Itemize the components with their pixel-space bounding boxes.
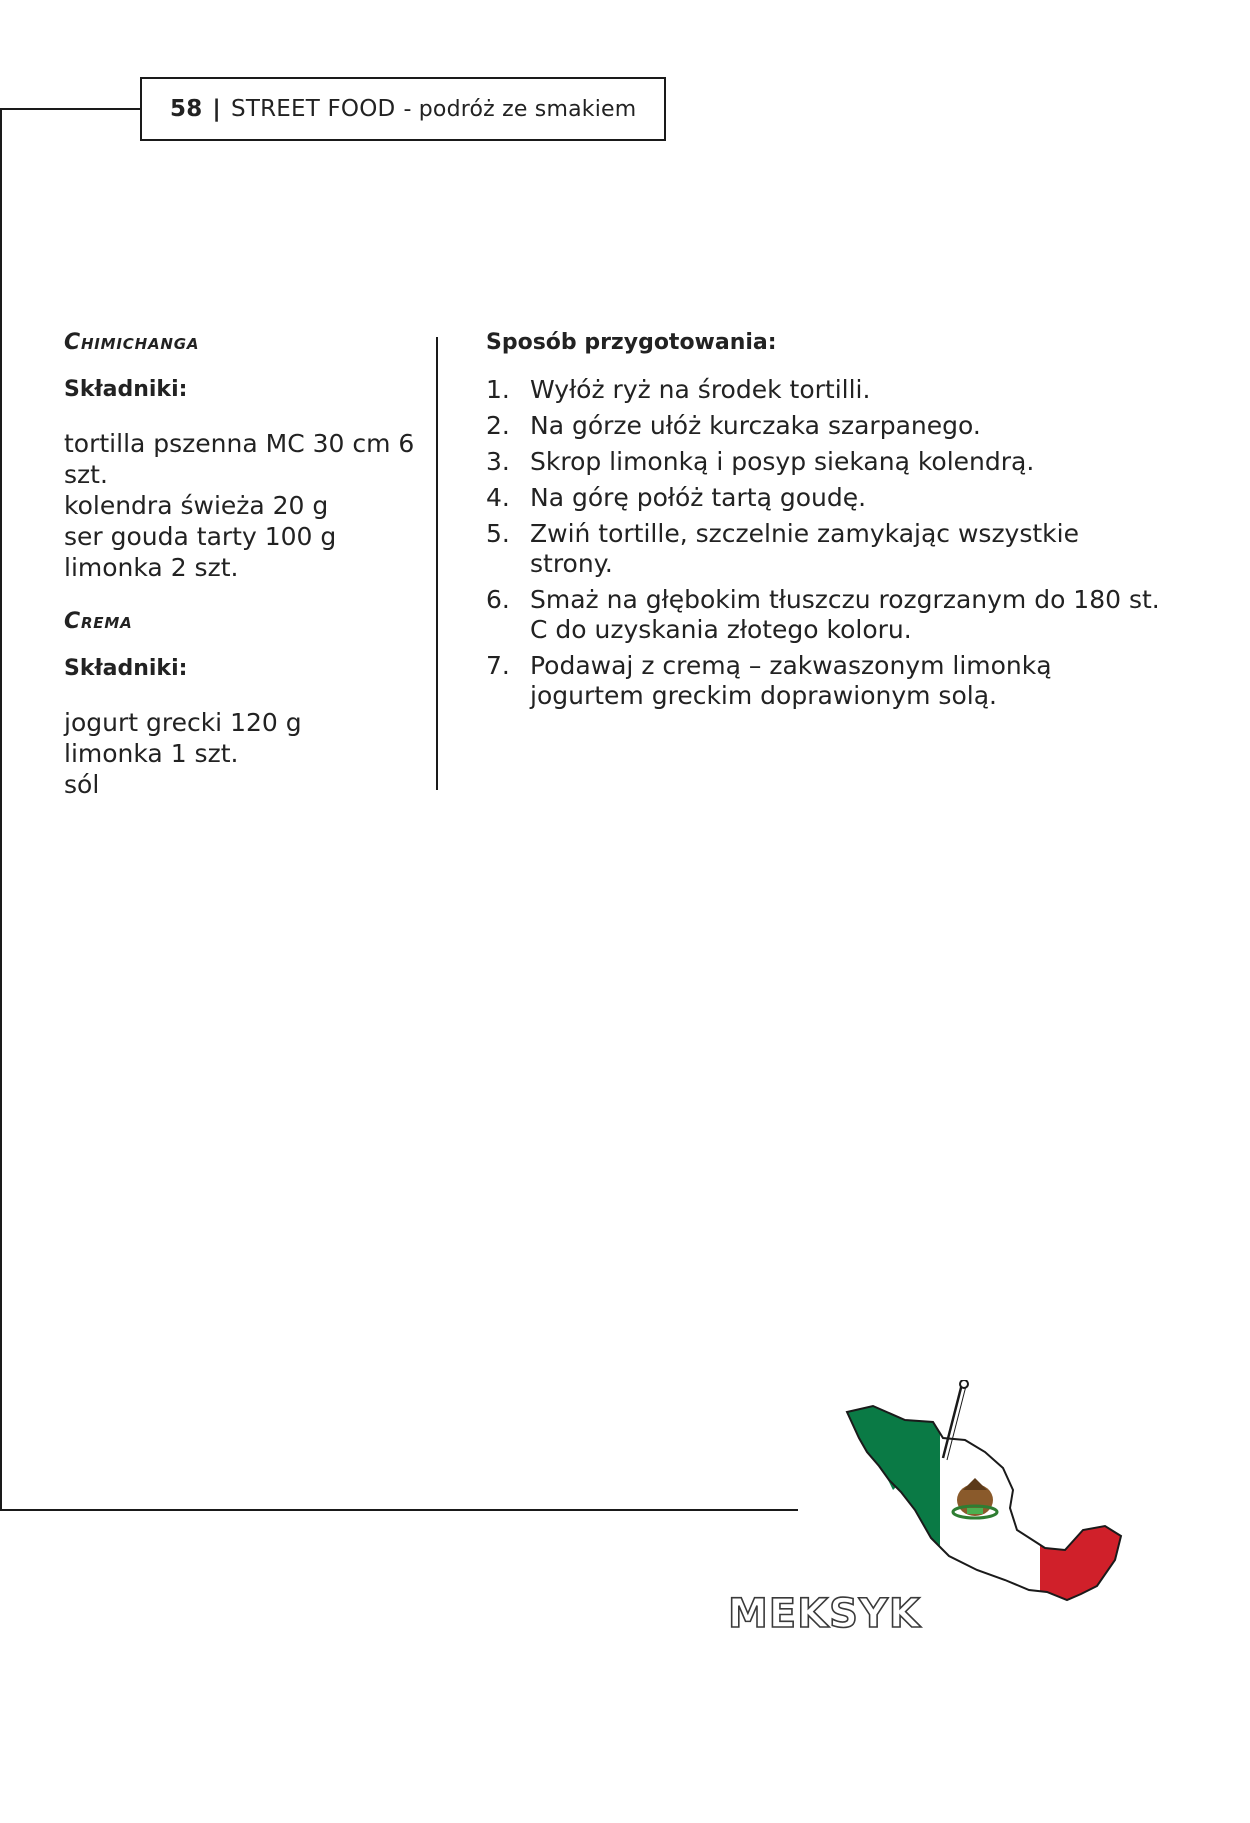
frame-bottom-line bbox=[0, 1509, 798, 1511]
preparation-steps bbox=[486, 375, 1166, 711]
chimichanga-ingredient-list bbox=[64, 428, 424, 583]
step-text: Skrop limonką i posyp siekaną kolendrą. bbox=[530, 447, 1035, 476]
step-item bbox=[486, 447, 1166, 477]
frame-top-line bbox=[0, 108, 141, 110]
step-text: Podawaj z cremą – zakwaszonym limonką jogurtem greckim doprawionym solą. bbox=[530, 651, 1052, 710]
step-item bbox=[486, 585, 1166, 645]
step-item bbox=[486, 519, 1166, 579]
ingredient-item: sól bbox=[64, 770, 100, 799]
step-text: Na górze ułóż kurczaka szarpanego. bbox=[530, 411, 981, 440]
frame-left-line bbox=[0, 108, 2, 1511]
header-separator: | bbox=[212, 96, 222, 122]
ingredient-item: limonka 2 szt. bbox=[64, 553, 239, 582]
ingredient-item: kolendra świeża 20 g bbox=[64, 491, 329, 520]
preparation-column bbox=[486, 330, 1166, 717]
step-number: 5. bbox=[486, 519, 510, 548]
chimichanga-ingredients-label: Składniki: bbox=[64, 377, 188, 402]
recipe-title-crema: Crema bbox=[64, 609, 133, 634]
step-number: 7. bbox=[486, 651, 510, 680]
ingredients-column bbox=[64, 330, 424, 800]
mexico-map-illustration bbox=[845, 1380, 1135, 1620]
recipe-title-chimichanga: Chimichanga bbox=[64, 330, 200, 355]
crema-ingredient-list bbox=[64, 707, 424, 800]
step-item bbox=[486, 651, 1166, 711]
ingredient-item: tortilla pszenna MC 30 cm 6 szt. bbox=[64, 429, 415, 489]
step-text: Zwiń tortille, szczelnie zamykając wszystkie strony. bbox=[530, 519, 1079, 578]
page-header bbox=[140, 77, 666, 141]
step-text: Na górę połóż tartą goudę. bbox=[530, 483, 867, 512]
column-divider bbox=[436, 337, 438, 790]
step-number: 6. bbox=[486, 585, 510, 614]
step-number: 2. bbox=[486, 411, 510, 440]
step-item bbox=[486, 375, 1166, 405]
preparation-label: Sposób przygotowania: bbox=[486, 330, 777, 355]
step-item bbox=[486, 483, 1166, 513]
page-number: 58 bbox=[170, 96, 203, 122]
step-item bbox=[486, 411, 1166, 441]
crema-ingredients-label: Składniki: bbox=[64, 656, 188, 681]
step-number: 3. bbox=[486, 447, 510, 476]
country-label: MEKSYK bbox=[728, 1591, 921, 1637]
step-number: 4. bbox=[486, 483, 510, 512]
ingredient-item: jogurt grecki 120 g bbox=[64, 708, 302, 737]
ingredient-item: ser gouda tarty 100 g bbox=[64, 522, 337, 551]
step-number: 1. bbox=[486, 375, 510, 404]
ingredient-item: limonka 1 szt. bbox=[64, 739, 239, 768]
step-text: Smaż na głębokim tłuszczu rozgrzanym do 180 st. C do uzyskania złotego koloru. bbox=[530, 585, 1160, 644]
book-subtitle: - podróż ze smakiem bbox=[403, 96, 637, 122]
book-title: STREET FOOD bbox=[231, 96, 396, 122]
step-text: Wyłóż ryż na środek tortilli. bbox=[530, 375, 871, 404]
mexico-flag-map-icon bbox=[845, 1380, 1135, 1620]
